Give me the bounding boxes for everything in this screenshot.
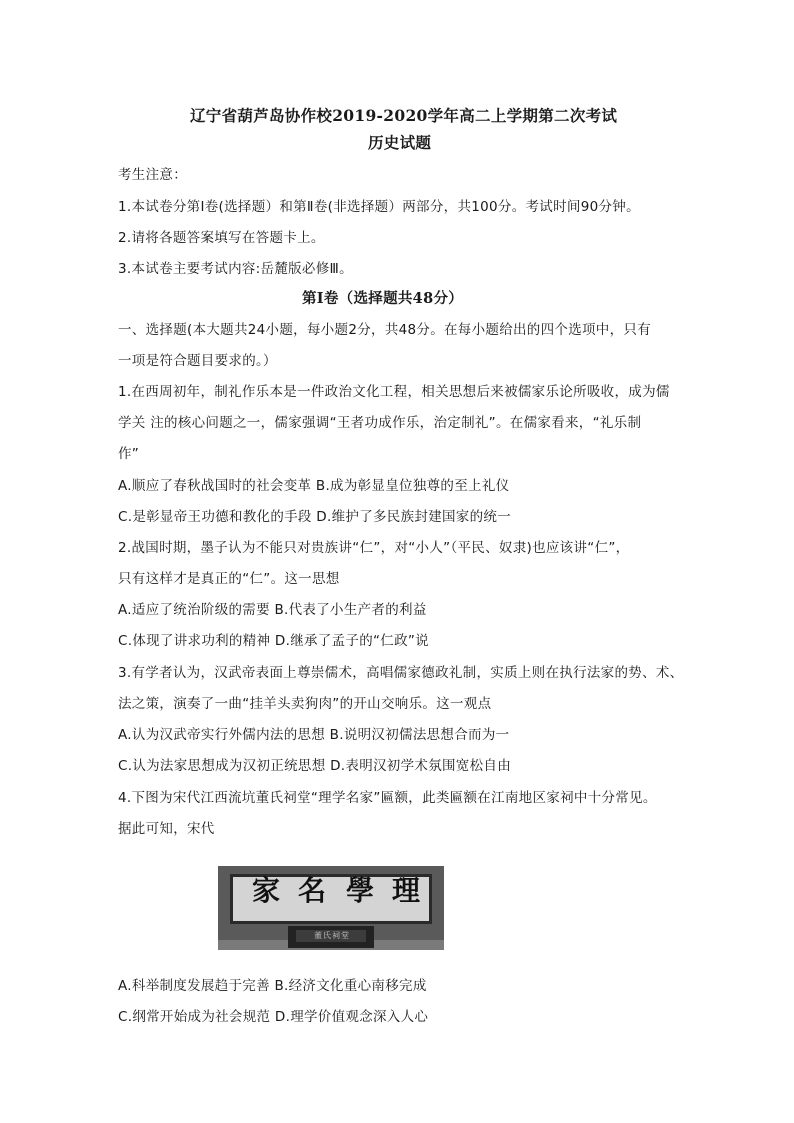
question-stem: 2.战国时期，墨子认为不能只对贵族讲“仁”，对“小人”（平民、奴隶)也应该讲“仁”， [118,540,630,556]
notice-item: 3.本试卷主要考试内容:岳麓版必修Ⅲ。 [118,261,353,277]
question-stem: 据此可知，宋代 [118,821,215,837]
plaque-char: 名 [297,874,326,907]
plaque-char: 家 [251,874,280,907]
question-option: C.认为法家思想成为汉初正统思想 D.表明汉初学术氛围宽松自由 [118,758,511,774]
question-stem: 法之策，演奏了一曲“挂羊头卖狗肉”的开山交响乐。这一观点 [118,696,492,712]
exam-subtitle: 历史试题 [368,133,432,152]
question-option: A.认为汉武帝实行外儒内法的思想 B.说明汉初儒法思想合而为一 [118,727,510,743]
plaque-lower-label: 董氏祠堂 [314,931,350,940]
question-option: A.顺应了春秋战国时的社会变革 B.成为彰显皇位独尊的至上礼仪 [118,478,510,494]
question-option: C.纲常开始成为社会规范 D.理学价值观念深入人心 [118,1009,429,1025]
plaque-char: 學 [345,874,374,907]
exam-title: 辽宁省葫芦岛协作校2019-2020学年高二上学期第二次考试 [190,106,618,125]
question-stem: 只有这样才是真正的“仁”。这一思想 [118,571,340,587]
question-stem: 1.在西周初年，制礼作乐本是一件政治文化工程，相关思想后来被儒家乐论所吸收，成为儒 [118,384,670,400]
question-option: A.适应了统治阶级的需要 B.代表了小生产者的利益 [118,602,427,618]
question-stem: 作” [118,446,140,462]
question-stem: 4.下图为宋代江西流坑董氏祠堂“理学名家”匾额，此类匾额在江南地区家祠中十分常见。 [118,790,657,806]
plaque-photo [218,866,444,950]
plaque-lower-sign [288,926,374,948]
question-option: C.是彰显帝王功德和教化的手段 D.维护了多民族封建国家的统一 [118,509,511,525]
section-instruction: 一项是符合题目要求的。） [118,353,277,369]
notice-item: 2.请将各题答案填写在答题卡上。 [118,230,325,246]
question-option: C.体现了讲求功利的精神 D.继承了孟子的“仁政”说 [118,633,429,649]
notice-heading: 考生注意： [118,167,187,183]
question-stem: 3.有学者认为，汉武帝表面上尊崇儒术，高唱儒家德政礼制，实质上则在执行法家的势、术、 [118,665,684,681]
section-title: 第Ⅰ卷（选择题共48分） [302,290,464,307]
notice-item: 1.本试卷分第Ⅰ卷(选择题）和第Ⅱ卷(非选择题）两部分，共100分。考试时间90分钟。 [118,199,640,215]
question-option: A.科举制度发展趋于完善 B.经济文化重心南移完成 [118,978,427,994]
plaque-char: 理 [391,874,420,907]
section-instruction: 一、选择题(本大题共24小题，每小题2分，共48分。在每小题给出的四个选项中，只有 [118,322,652,338]
question-stem: 学关 注的核心问题之一，儒家强调“王者功成作乐，治定制礼”。在儒家看来，“礼乐制 [118,415,642,431]
